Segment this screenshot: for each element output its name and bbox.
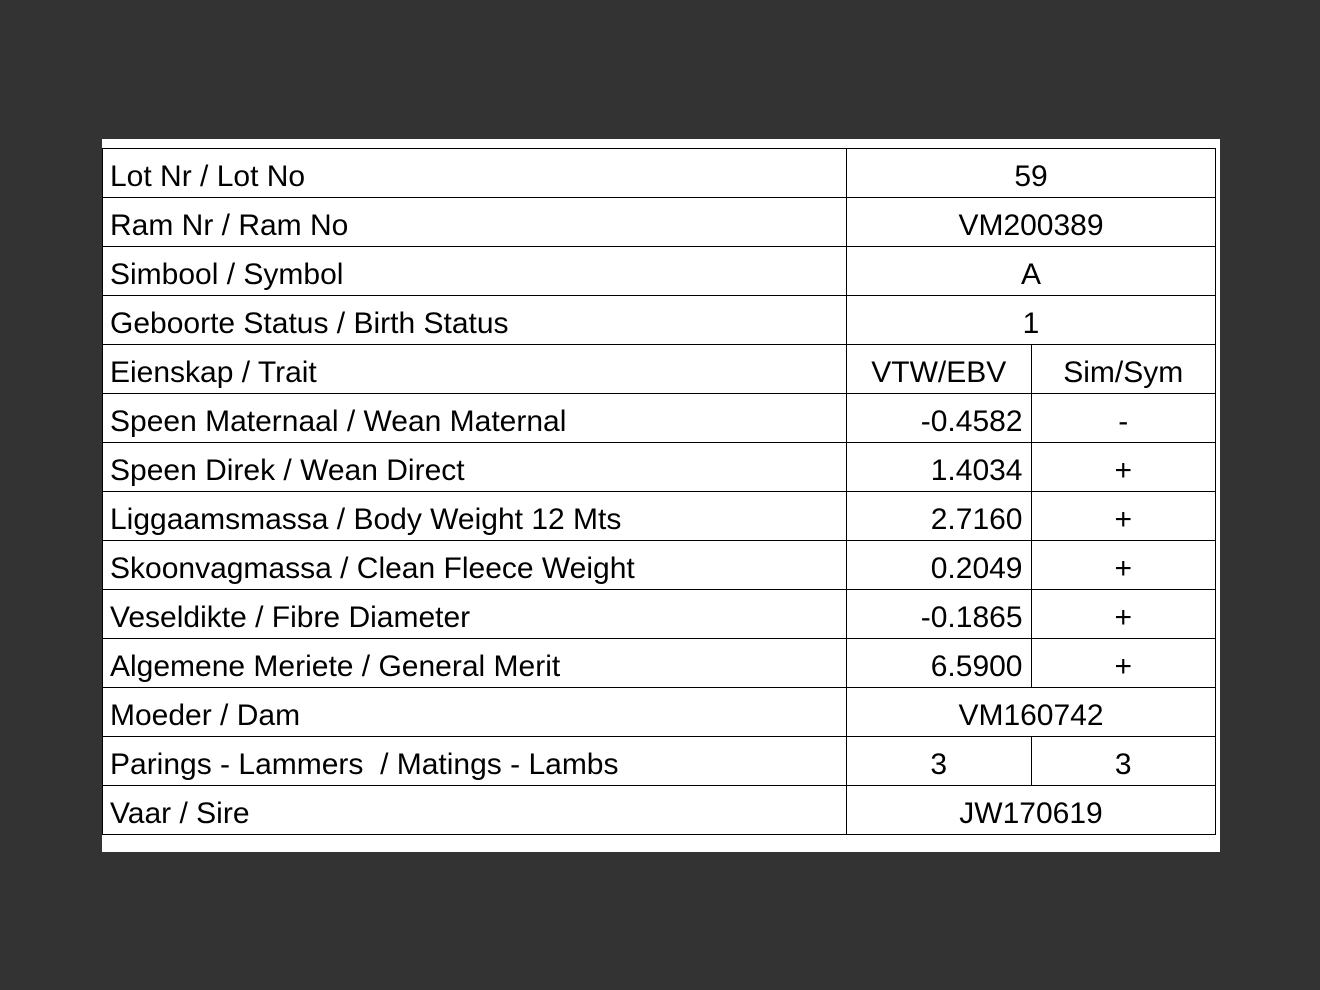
lot-number-label: Lot Nr / Lot No — [103, 149, 847, 198]
table-row — [103, 247, 1216, 296]
lot-number-value: 59 — [847, 149, 1216, 198]
lot-table — [102, 148, 1216, 835]
birth-status-label: Geboorte Status / Birth Status — [103, 296, 847, 345]
trait-symbol: + — [1031, 541, 1216, 590]
matings-count: 3 — [847, 737, 1032, 786]
table-row — [103, 786, 1216, 835]
table-row — [103, 443, 1216, 492]
symbol-column-header: Sim/Sym — [1031, 345, 1216, 394]
lambs-count: 3 — [1031, 737, 1216, 786]
dam-value: VM160742 — [847, 688, 1216, 737]
symbol-value: A — [847, 247, 1216, 296]
trait-ebv: 0.2049 — [847, 541, 1032, 590]
table-row — [103, 639, 1216, 688]
table-row — [103, 737, 1216, 786]
sire-label: Vaar / Sire — [103, 786, 847, 835]
trait-ebv: 6.5900 — [847, 639, 1032, 688]
table-row — [103, 541, 1216, 590]
ram-number-label: Ram Nr / Ram No — [103, 198, 847, 247]
trait-symbol: + — [1031, 443, 1216, 492]
ram-number-value: VM200389 — [847, 198, 1216, 247]
trait-label: Speen Direk / Wean Direct — [103, 443, 847, 492]
trait-ebv: 2.7160 — [847, 492, 1032, 541]
ebv-column-header: VTW/EBV — [847, 345, 1032, 394]
trait-label: Skoonvagmassa / Clean Fleece Weight — [103, 541, 847, 590]
lot-sheet — [102, 139, 1220, 852]
birth-status-value: 1 — [847, 296, 1216, 345]
table-row — [103, 296, 1216, 345]
trait-label: Speen Maternaal / Wean Maternal — [103, 394, 847, 443]
sire-value: JW170619 — [847, 786, 1216, 835]
matings-label: Parings - Lammers / Matings - Lambs — [103, 737, 847, 786]
dam-label: Moeder / Dam — [103, 688, 847, 737]
trait-symbol: + — [1031, 590, 1216, 639]
trait-symbol: + — [1031, 492, 1216, 541]
trait-symbol: + — [1031, 639, 1216, 688]
table-row — [103, 688, 1216, 737]
trait-ebv: -0.4582 — [847, 394, 1032, 443]
trait-symbol: - — [1031, 394, 1216, 443]
trait-label: Liggaamsmassa / Body Weight 12 Mts — [103, 492, 847, 541]
table-row — [103, 198, 1216, 247]
trait-header-label: Eienskap / Trait — [103, 345, 847, 394]
table-row — [103, 345, 1216, 394]
table-row — [103, 492, 1216, 541]
table-row — [103, 394, 1216, 443]
trait-ebv: -0.1865 — [847, 590, 1032, 639]
symbol-label: Simbool / Symbol — [103, 247, 847, 296]
trait-label: Algemene Meriete / General Merit — [103, 639, 847, 688]
trait-label: Veseldikte / Fibre Diameter — [103, 590, 847, 639]
trait-ebv: 1.4034 — [847, 443, 1032, 492]
table-row — [103, 149, 1216, 198]
table-row — [103, 590, 1216, 639]
